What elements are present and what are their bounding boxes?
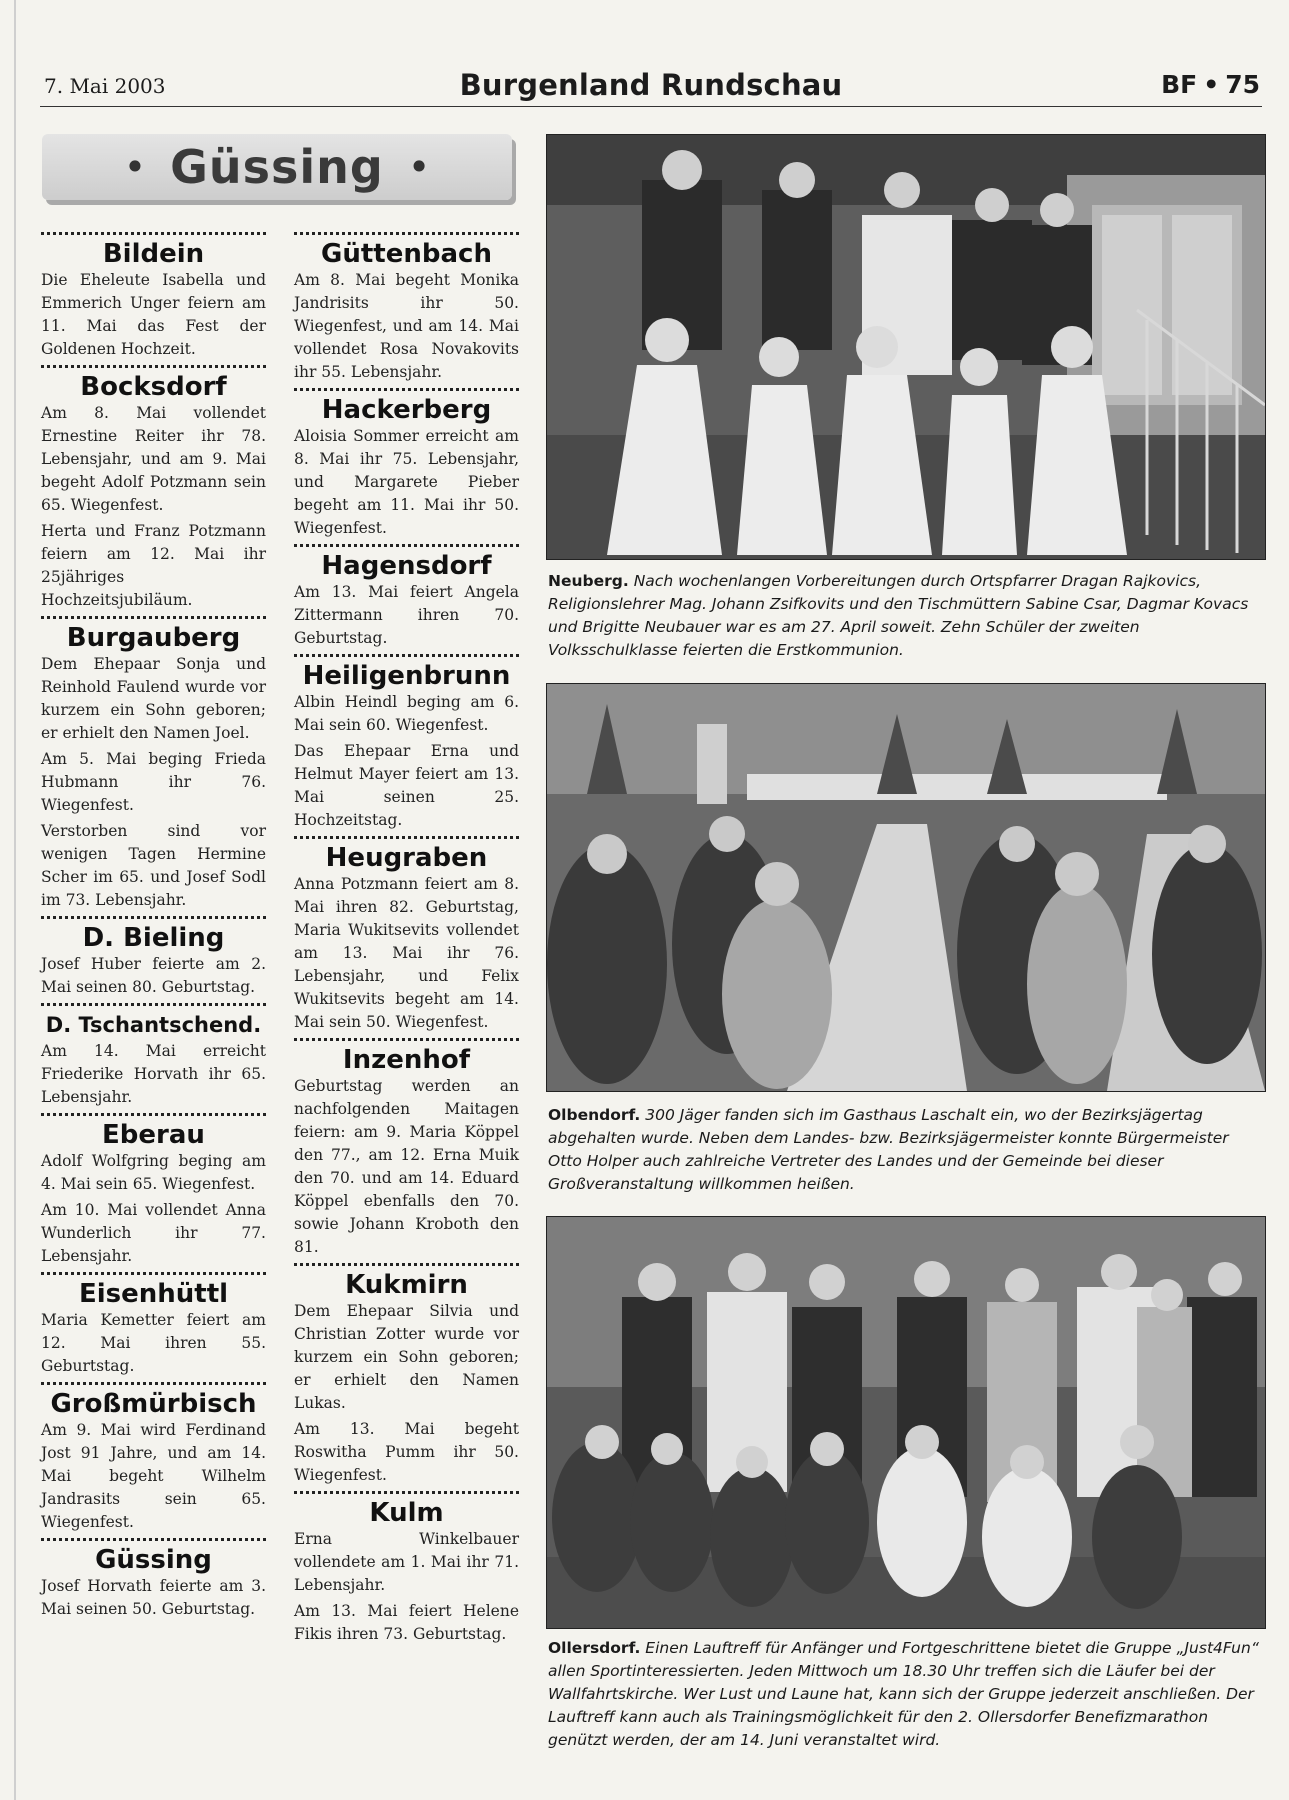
dotted-divider [41, 232, 266, 235]
village-entry [41, 1272, 266, 1378]
village-entry [41, 365, 266, 612]
news-column-2 [294, 228, 519, 1649]
village-entry [294, 1038, 519, 1259]
photo-caption-neuberg [548, 570, 1264, 662]
village-entry [41, 232, 266, 361]
village-heading: Güssing [95, 1545, 212, 1575]
photo-caption-ollersdorf [548, 1637, 1264, 1752]
village-heading: D. Tschantschend. [45, 1013, 262, 1037]
entry-text: Aloisia Sommer erreicht am 8. Mai ihr 75. Lebensjahr, und Margarete Pieber begeht am 11. Mai ihr 50. Wiegenfest. [294, 427, 519, 537]
village-heading: Eisenhüttl [78, 1279, 229, 1309]
entry-text: Am 8. Mai vollendet Ernestine Reiter ihr 78. Lebensjahr, und am 9. Mai begeht Adolf Potzmann sein 65. Wiegenfest. [41, 404, 266, 514]
entry-text: Am 14. Mai erreicht Friederike Horvath ihr 65. Lebensjahr. [41, 1042, 266, 1106]
running-group-photo-illustration [547, 1217, 1265, 1628]
caption-text: Nach wochenlangen Vorbereitungen durch Ortspfarrer Dragan Rajkovics, Religionslehrer Mag. Johann Zsifkovits und den Tischmüttern Sabine Csar, Dagmar Kovacs und Brigitte Neubauer war es am 27. April soweit. Zehn Schüler der zweiten Volksschulklasse feierten die Erstkommunion. [548, 572, 1249, 659]
entry-text: Am 5. Mai beging Frieda Hubmann ihr 76. Wiegenfest. [41, 750, 266, 814]
caption-place: Olbendorf. [548, 1106, 641, 1124]
dotted-divider [294, 232, 519, 235]
entry-text: Am 9. Mai wird Ferdinand Jost 91 Jahre, und am 14. Mai begeht Wilhelm Jandrasits sein 65. Wiegenfest. [41, 1421, 266, 1531]
masthead [40, 66, 1262, 107]
village-entry [294, 836, 519, 1034]
village-heading: Eberau [102, 1120, 205, 1150]
page-edge-rule [14, 0, 16, 1800]
entry-text: Verstorben sind vor wenigen Tagen Hermine Scher im 65. und Josef Sodl im 73. Lebensjahr. [41, 822, 266, 909]
dotted-divider [41, 1382, 266, 1385]
caption-place: Neuberg. [548, 572, 629, 590]
village-heading: Bocksdorf [80, 372, 227, 402]
banner-bullet-left: • [123, 145, 147, 189]
dotted-divider [294, 1038, 519, 1041]
entry-text: Am 8. Mai begeht Monika Jandrisits ihr 50. Wiegenfest, und am 14. Mai vollendet Rosa Novakovits ihr 55. Lebensjahr. [294, 271, 519, 381]
dotted-divider [294, 836, 519, 839]
village-heading: Burgauberg [66, 623, 241, 653]
village-heading: Inzenhof [342, 1045, 471, 1075]
entry-text: Geburtstag werden an nachfolgenden Maitagen feiern: am 9. Maria Köppel den 77., am 12. Erna Muik den 70. und am 14. Eduard Köppel ebenfalls den 70. sowie Johann Kroboth den 81. [294, 1077, 519, 1256]
caption-text: 300 Jäger fanden sich im Gasthaus Laschalt ein, wo der Bezirksjägertag abgehalten wurde. Neben dem Landes- bzw. Bezirksjägermeister konnte Bürgermeister Otto Holper auch zahlreiche Vertreter des Landes und der Gemeinde bei dieser Großveranstaltung willkommen heißen. [548, 1106, 1229, 1193]
entry-text: Josef Huber feierte am 2. Mai seinen 80. Geburtstag. [41, 955, 266, 996]
dotted-divider [294, 1491, 519, 1494]
entry-text: Die Eheleute Isabella und Emmerich Unger feiern am 11. Mai das Fest der Goldenen Hochzeit. [41, 271, 266, 358]
village-entry [41, 916, 266, 999]
village-heading: Kulm [369, 1498, 444, 1528]
village-entry [294, 232, 519, 384]
caption-text: Einen Lauftreff für Anfänger und Fortgeschrittene bietet die Gruppe „Just4Fun“ allen Sportinteressierten. Jeden Mittwoch um 18.30 Uhr treffen sich die Läufer bei der Wallfahrtskirche. Wer Lust und Laune hat, kann sich der Gruppe jederzeit anschließen. Der Lauftreff kann auch als Trainingsmöglichkeit für den 2. Ollersdorfer Benefizmarathon genützt werden, der am 14. Juni veranstaltet wird. [548, 1639, 1259, 1749]
village-entry [41, 1003, 266, 1109]
edition-code: BF [1161, 70, 1198, 99]
entry-text: Erna Winkelbauer vollendete am 1. Mai ihr 71. Lebensjahr. [294, 1530, 519, 1594]
dotted-divider [41, 916, 266, 919]
entry-text: Herta und Franz Potzmann feiern am 12. Mai ihr 25jähriges Hochzeitsjubiläum. [41, 522, 266, 609]
village-heading: D. Bieling [82, 923, 225, 953]
banner-bullet-right: • [407, 145, 431, 189]
issue-date: 7. Mai 2003 [44, 74, 166, 98]
entry-text: Josef Horvath feierte am 3. Mai seinen 50. Geburtstag. [41, 1577, 266, 1618]
entry-text: Maria Kemetter feiert am 12. Mai ihren 55. Geburtstag. [41, 1311, 266, 1375]
communion-photo-illustration [547, 135, 1265, 559]
dotted-divider [294, 1263, 519, 1266]
photo-caption-olbendorf [548, 1104, 1264, 1196]
entry-text: Albin Heindl beging am 6. Mai sein 60. Wiegenfest. [294, 693, 519, 734]
village-entry [41, 616, 266, 912]
dotted-divider [41, 1113, 266, 1116]
dotted-divider [294, 654, 519, 657]
village-entry [41, 1113, 266, 1268]
village-entry [294, 1263, 519, 1487]
village-heading: Kukmirn [345, 1270, 468, 1300]
entry-text: Das Ehepaar Erna und Helmut Mayer feiert am 13. Mai seinen 25. Hochzeitstag. [294, 742, 519, 829]
village-heading: Hackerberg [321, 395, 492, 425]
entry-text: Am 10. Mai vollendet Anna Wunderlich ihr 77. Lebensjahr. [41, 1201, 266, 1265]
entry-text: Dem Ehepaar Silvia und Christian Zotter wurde vor kurzem ein Sohn geboren; er erhielt den Namen Lukas. [294, 1302, 519, 1412]
village-entry [41, 1382, 266, 1534]
meeting-photo-illustration [547, 684, 1265, 1091]
village-heading: Güttenbach [321, 239, 492, 269]
village-heading: Heiligenbrunn [302, 661, 511, 691]
dotted-divider [41, 1003, 266, 1006]
news-column-1 [41, 228, 266, 1624]
entry-text: Am 13. Mai begeht Roswitha Pumm ihr 50. Wiegenfest. [294, 1420, 519, 1484]
entry-text: Am 13. Mai feiert Angela Zittermann ihren 70. Geburtstag. [294, 583, 519, 647]
photo-first-communion-group [546, 134, 1266, 560]
entry-text: Am 13. Mai feiert Helene Fikis ihren 73. Geburtstag. [294, 1602, 519, 1643]
entry-text: Anna Potzmann feiert am 8. Mai ihren 82. Geburtstag, Maria Wukitsevits vollendet am 13. Mai ihr 76. Lebensjahr, und Felix Wukitsevits begeht am 14. Mai sein 50. Wiegenfest. [294, 875, 519, 1031]
section-title: Güssing [170, 140, 384, 194]
entry-text: Adolf Wolfgring beging am 4. Mai sein 65. Wiegenfest. [41, 1152, 266, 1193]
entry-text: Dem Ehepaar Sonja und Reinhold Faulend wurde vor kurzem ein Sohn geboren; er erhielt den Namen Joel. [41, 655, 266, 742]
village-entry [41, 1538, 266, 1621]
separator-bullet: • [1203, 70, 1220, 99]
photo-hunters-meeting [546, 683, 1266, 1092]
dotted-divider [41, 365, 266, 368]
village-heading: Großmürbisch [50, 1389, 257, 1419]
page-marker [1161, 70, 1260, 99]
photo-running-group [546, 1216, 1266, 1629]
dotted-divider [41, 616, 266, 619]
village-heading: Heugraben [325, 843, 488, 873]
dotted-divider [294, 544, 519, 547]
village-heading: Hagensdorf [321, 551, 492, 581]
dotted-divider [41, 1538, 266, 1541]
newspaper-title: Burgenland Rundschau [459, 68, 843, 102]
village-entry [294, 1491, 519, 1646]
section-banner [42, 134, 512, 200]
dotted-divider [41, 1272, 266, 1275]
village-entry [294, 544, 519, 650]
village-heading: Bildein [102, 239, 205, 269]
village-entry [294, 388, 519, 540]
page-number: 75 [1225, 70, 1260, 99]
caption-place: Ollersdorf. [548, 1639, 641, 1657]
dotted-divider [294, 388, 519, 391]
village-entry [294, 654, 519, 832]
